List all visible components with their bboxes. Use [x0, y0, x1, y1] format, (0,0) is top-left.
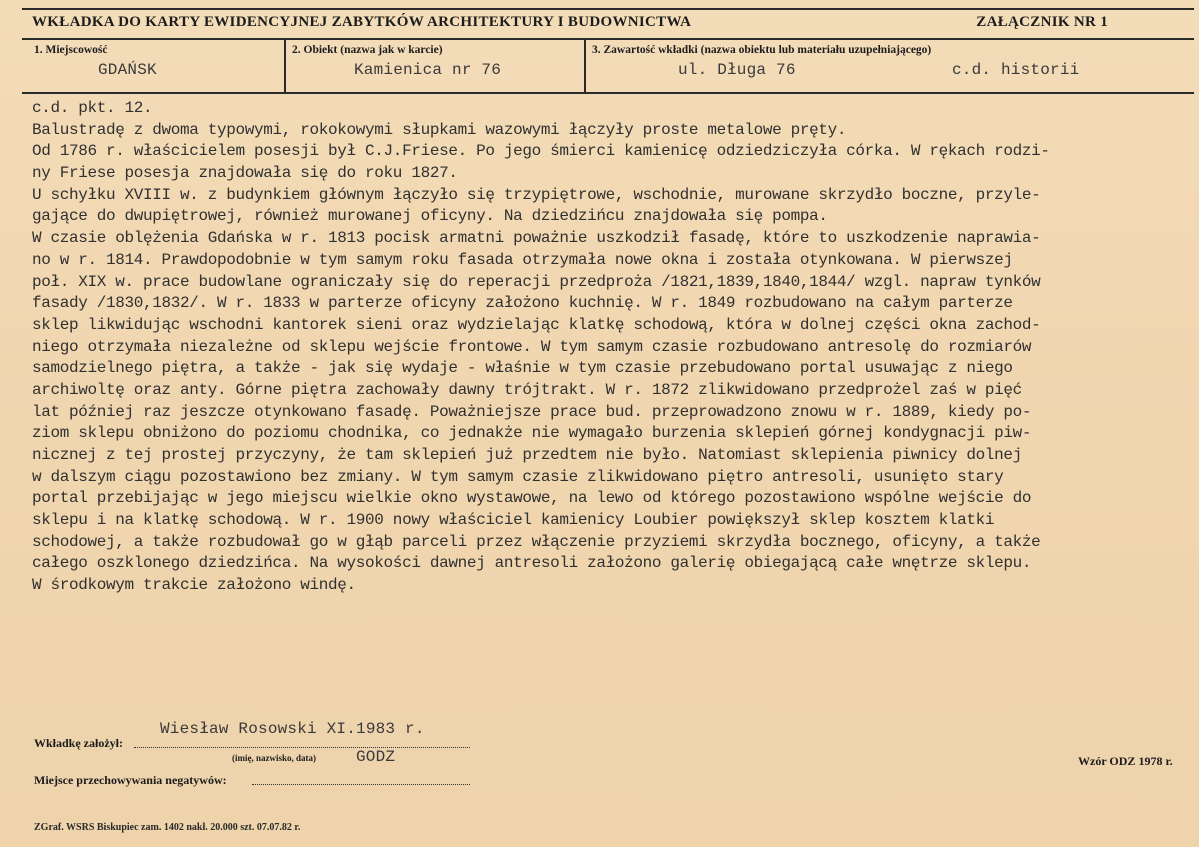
annex-number: ZAŁĄCZNIK NR 1 — [976, 14, 1108, 30]
history-text — [32, 98, 1182, 597]
text-line: no w r. 1814. Prawdopodobnie w tym samym roku fasada otrzymała nowe okna i została otynkowana. W pierwszej — [32, 250, 1013, 269]
text-line: W czasie oblężenia Gdańska w r. 1813 pocisk armatni poważnie uszkodził fasadę, które to uszkodzenie naprawia- — [32, 229, 1041, 248]
divider-1 — [284, 38, 286, 92]
text-line: lat później raz jeszcze otynkowano fasadę. Poważniejsze prace bud. przeprowadzono znowu w r. 1889, kiedy po- — [32, 402, 1032, 421]
founder-value: Wiesław Rosowski XI.1983 r. — [160, 720, 425, 738]
text-line: fasady /1830,1832/. W r. 1833 w parterze oficyny założono kuchnię. W r. 1849 rozbudowano na całym parterze — [32, 294, 1013, 313]
form-model: Wzór ODZ 1978 r. — [1078, 754, 1173, 768]
text-line: samodzielnego piętra, a także - jak się wydaje - właśnie w tym czasie przebudowano portal usuwając z niego — [32, 359, 1013, 378]
text-line: Balustradę z dwoma typowymi, rokokowymi słupkami wazowymi łączyły proste metalowe pręty. — [32, 120, 847, 139]
object-label: 2. Obiekt (nazwa jak w karcie) — [292, 44, 443, 56]
text-line: niego otrzymała niezależne od sklepu wejście frontowe. W tym samym czasie rozbudowano antresolę do rozmiarów — [32, 337, 1032, 356]
text-line: sklepu i na klatkę schodową. W r. 1900 nowy właściciel kamienicy Loubier powiększył sklep kosztem klatki — [32, 511, 995, 530]
text-line: schodowej, a także rozbudował go w głąb parceli przez włączenie przyziemi skrzydła bocznego, oficyny, a także — [32, 532, 1041, 551]
fields-rule-bottom — [22, 92, 1194, 94]
card-title: WKŁADKA DO KARTY EWIDENCYJNEJ ZABYTKÓW ARCHITEKTURY I BUDOWNICTWA — [32, 14, 692, 30]
text-line: nicznej z tej prostej przyczyny, że tam sklepień już przedtem nie było. Natomiast sklepienia piwnicy dolnej — [32, 446, 1022, 464]
storage-dotline — [252, 784, 470, 785]
content-label: 3. Zawartość wkładki (nazwa obiektu lub materiału uzupełniającego) — [592, 44, 932, 56]
text-line: U schyłku XVIII w. z budynkiem głównym łączyło się trzypiętrowe, wschodnie, murowane skrzydło boczne, przyle- — [32, 185, 1041, 204]
institution-stamp: GODZ — [356, 748, 396, 766]
text-line: ny Friese posesja znajdowała się do roku 1827. — [32, 164, 458, 183]
text-line: całego oszklonego dziedzińca. Na wysokości dawnej antresoli założono galerię obiegającą całe wnętrze sklepu. — [32, 554, 1032, 573]
founder-dotline — [134, 747, 470, 748]
text-line: ziom sklepu obniżono do poziomu chodnika, co jednakże nie wymagało burzenia sklepień górnej kondygnacji piw- — [32, 424, 1032, 443]
content-note: c.d. historii — [952, 61, 1080, 79]
storage-label: Miejsce przechowywania negatywów: — [34, 773, 227, 787]
content-address: ul. Długa 76 — [678, 61, 796, 79]
text-line: c.d. pkt. 12. — [32, 99, 153, 117]
card-header — [22, 10, 1194, 32]
founder-caption: (imię, nazwisko, data) — [232, 753, 316, 763]
text-line: W środkowym trakcie założono windę. — [32, 576, 356, 595]
text-line: w dalszym ciągu pozostawiono bez zmiany. W tym samym czasie zlikwidowano piętro antresoli, usunięto stary — [32, 467, 1004, 486]
print-info: ZGraf. WSRS Biskupiec zam. 1402 nakł. 20.000 szt. 07.07.82 r. — [34, 822, 301, 833]
text-line: gające do dwupiętrowej, również murowanej oficyny. Na dziedzińcu znajdowała się pompa. — [32, 207, 828, 226]
text-line: portal przebijając w jego miejscu wielkie okno wystawowe, na lewo od którego pozostawiono wspólne wejście do — [32, 489, 1032, 508]
place-label: 1. Miejscowość — [34, 44, 108, 56]
place-value: GDAŃSK — [98, 61, 157, 79]
text-line: Od 1786 r. właścicielem posesji był C.J.Friese. Po jego śmierci kamienicę odziedziczyła córka. W rękach rodzi- — [32, 142, 1050, 161]
header-rule-top — [22, 8, 1194, 10]
object-value: Kamienica nr 76 — [354, 61, 502, 79]
divider-2 — [584, 38, 586, 92]
header-rule-bottom — [22, 38, 1194, 40]
founder-label: Wkładkę założył: — [34, 736, 123, 750]
text-line: archiwoltę oraz anty. Górne piętra zachowały dawny trójtrakt. W r. 1872 zlikwidowano przedprożel zaś w pięć — [32, 380, 1022, 399]
text-line: poł. XIX w. prace budowlane ograniczały się do reperacji przedproża /1821,1839,1840,1844/ wzgl. napraw tynków — [32, 272, 1041, 291]
text-line: sklep likwidując wschodni kantorek sieni oraz wydzielając klatkę schodową, która w dolnej części okna zachod- — [32, 315, 1041, 334]
